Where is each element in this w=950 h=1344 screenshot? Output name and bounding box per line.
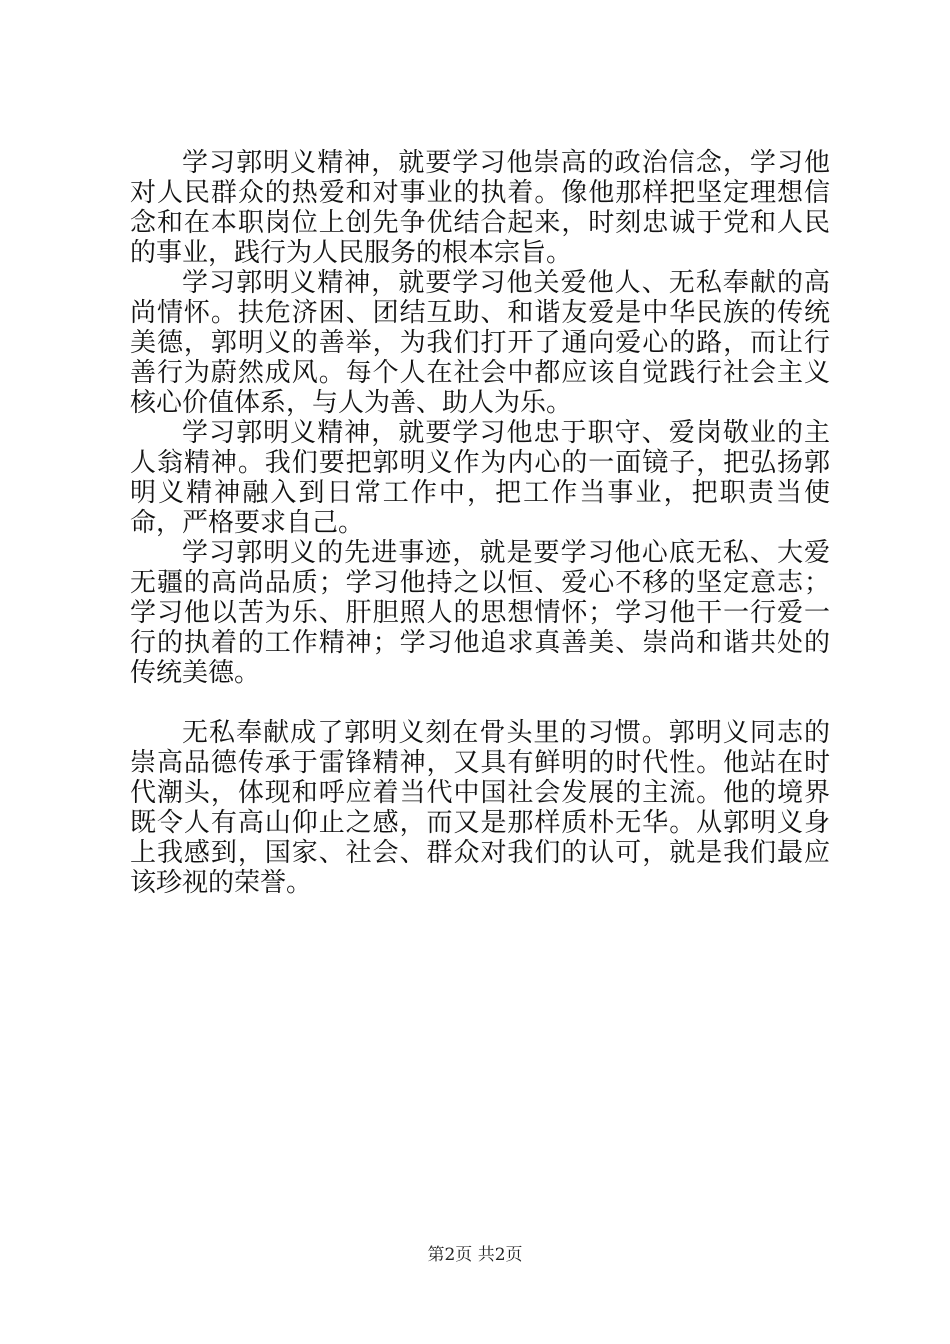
document-body [130,148,830,898]
page-number-label: 第2页 共2页 [427,1245,523,1265]
paragraph-4: 学习郭明义的先进事迹，就是要学习他心底无私、大爱无疆的高尚品质；学习他持之以恒、爱心不移的坚定意志；学习他以苦为乐、肝胆照人的思想情怀；学习他干一行爱一行的执着的工作精神；学习他追求真善美、崇尚和谐共处的传统美德。 [130,538,830,688]
paragraph-spacer [130,688,830,718]
paragraph-5: 无私奉献成了郭明义刻在骨头里的习惯。郭明义同志的崇高品德传承于雷锋精神，又具有鲜明的时代性。他站在时代潮头，体现和呼应着当代中国社会发展的主流。他的境界既令人有高山仰止之感，而又是那样质朴无华。从郭明义身上我感到，国家、社会、群众对我们的认可，就是我们最应该珍视的荣誉。 [130,718,830,898]
paragraph-1: 学习郭明义精神，就要学习他崇高的政治信念，学习他对人民群众的热爱和对事业的执着。像他那样把坚定理想信念和在本职岗位上创先争优结合起来，时刻忠诚于党和人民的事业，践行为人民服务的根本宗旨。 [130,148,830,268]
page-footer [0,1244,950,1266]
paragraph-2: 学习郭明义精神，就要学习他关爱他人、无私奉献的高尚情怀。扶危济困、团结互助、和谐友爱是中华民族的传统美德，郭明义的善举，为我们打开了通向爱心的路，而让行善行为蔚然成风。每个人在社会中都应该自觉践行社会主义核心价值体系，与人为善、助人为乐。 [130,268,830,418]
paragraph-3: 学习郭明义精神，就要学习他忠于职守、爱岗敬业的主人翁精神。我们要把郭明义作为内心的一面镜子，把弘扬郭明义精神融入到日常工作中，把工作当事业，把职责当使命，严格要求自己。 [130,418,830,538]
